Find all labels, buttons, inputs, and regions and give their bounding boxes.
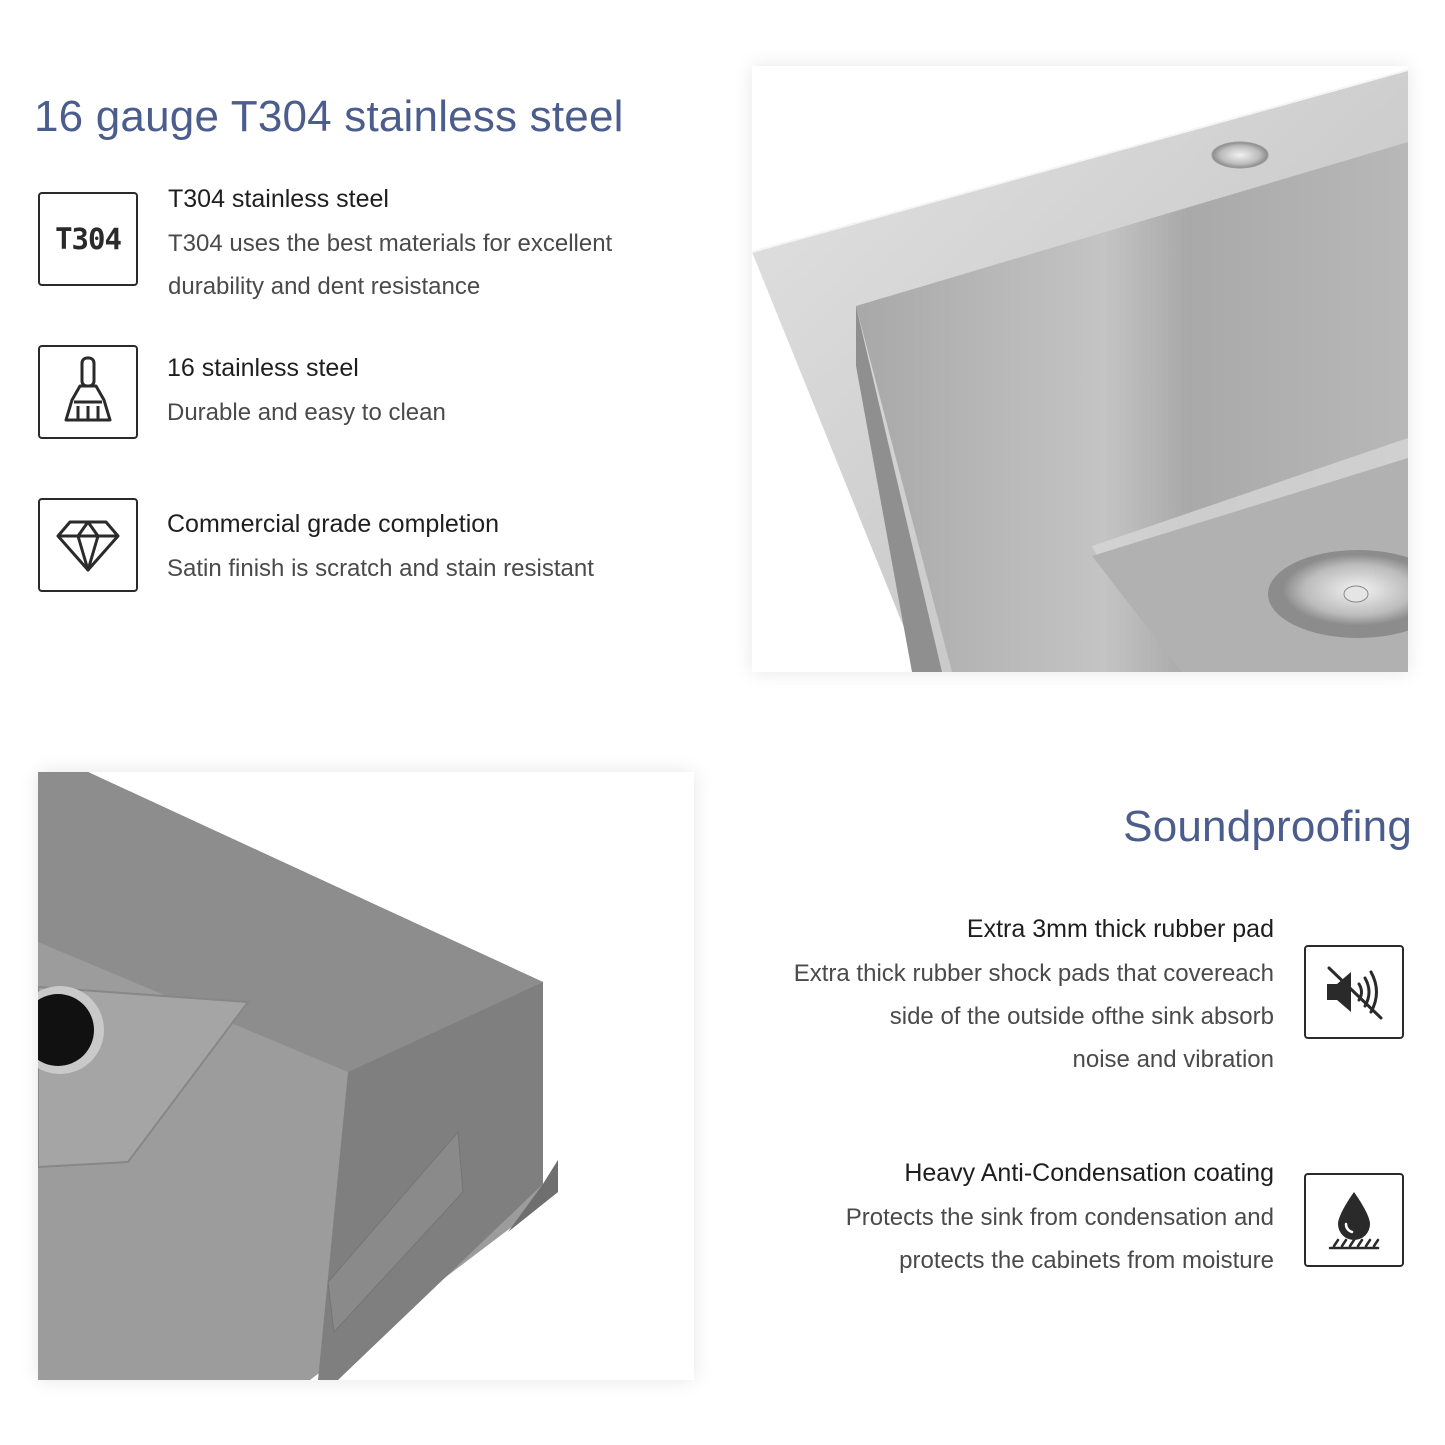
feature-desc-t304: [168, 222, 612, 308]
desc-line: noise and vibration: [1072, 1046, 1274, 1073]
feature-title-rubber-pad: Extra 3mm thick rubber pad: [966, 915, 1274, 943]
feature-title-t304: T304 stainless steel: [168, 185, 389, 213]
desc-line: Satin finish is scratch and stain resistant: [167, 555, 594, 582]
sound-muted-icon: [1304, 945, 1404, 1039]
desc-line: Extra thick rubber shock pads that covereach: [793, 960, 1274, 987]
desc-line: side of the outside ofthe sink absorb: [889, 1003, 1274, 1030]
feature-title-anti-condensation: Heavy Anti-Condensation coating: [904, 1159, 1274, 1187]
desc-line: Durable and easy to clean: [167, 399, 446, 426]
feature-desc-rubber-pad: [794, 952, 1274, 1081]
feature-title-commercial: Commercial grade completion: [167, 510, 500, 538]
feature-title-16-steel: 16 stainless steel: [167, 354, 359, 382]
sink-top-photo: [752, 66, 1408, 672]
sink-bottom-illustration: [38, 772, 694, 1380]
feature-desc-anti-condensation: [846, 1196, 1274, 1282]
water-drop-icon: [1304, 1173, 1404, 1267]
cleaning-brush-icon: [38, 345, 138, 439]
feature-desc-commercial: [167, 547, 594, 590]
sound-muted-svg: [1323, 964, 1385, 1020]
desc-line: Protects the sink from condensation and: [845, 1204, 1274, 1231]
section-heading-soundproofing: Soundproofing: [1123, 802, 1412, 851]
t304-badge-text: T304: [55, 222, 121, 256]
desc-line: T304 uses the best materials for excellent: [168, 230, 613, 257]
desc-line: durability and dent resistance: [168, 273, 481, 300]
desc-line: protects the cabinets from moisture: [899, 1247, 1274, 1274]
section-heading-stainless: 16 gauge T304 stainless steel: [34, 92, 624, 141]
diamond-svg: [56, 518, 120, 572]
sink-top-illustration: [752, 66, 1408, 672]
t304-badge-icon: [38, 192, 138, 286]
brush-svg: [58, 354, 118, 430]
water-drop-svg: [1324, 1188, 1384, 1252]
sink-bottom-photo: [38, 772, 694, 1380]
diamond-icon: [38, 498, 138, 592]
feature-desc-16-steel: [167, 391, 446, 434]
